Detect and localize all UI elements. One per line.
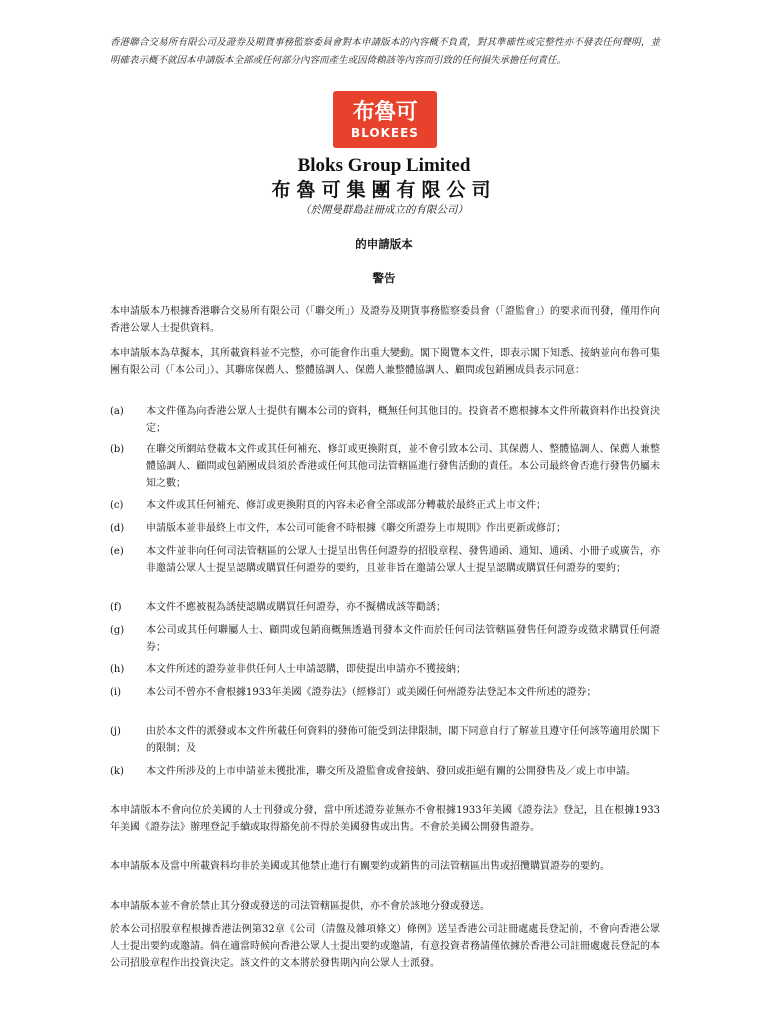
list-item-label: (i)	[110, 687, 122, 698]
company-name-zh: 布魯可集團有限公司	[271, 179, 497, 201]
intro-paragraph: 本申請版本乃根據香港聯合交易所有限公司（「聯交所」）及證券及期貨事務監察委員會（「證監會」）的要求而刊發，僅用作向香港公眾人士提供資料。	[110, 306, 660, 334]
list-item-text: 本文件所涉及的上市申請並未獲批准，聯交所及證監會或會接納、發回或拒絕有關的公開發售及／或上市申請。	[146, 766, 636, 777]
application-version-heading: 的申請版本	[355, 237, 413, 251]
list-item-label: (c)	[110, 500, 124, 511]
distribution-paragraph: 本申請版本並不會於禁止其分發或發送的司法管轄區提供，亦不會於該地分發或發送。	[110, 901, 490, 912]
list-item-text: 本文件或其任何補充、修訂或更換附頁的內容未必會全部或部分轉載於最終正式上市文件；	[146, 500, 546, 511]
list-item-label: (e)	[110, 546, 124, 557]
list-item-text: 申請版本並非最終上市文件，本公司可能會不時根據《聯交所證券上市規則》作出更新或修訂；	[146, 523, 566, 534]
regulatory-disclaimer: 香港聯合交易所有限公司及證券及期貨事務監察委員會對本申請版本的內容概不負責，對其準確性或完整性亦不發表任何聲明，並明確表示概不就因本申請版本全部或任何部分內容而產生或因倚賴該等內容而引致的任何損失承擔任何責任。	[110, 37, 660, 66]
list-item-text: 本公司或其任何聯屬人士、顧問或包銷商概無透過刊發本文件而於任何司法管轄區發售任何證券或徵求購買任何證券；	[146, 625, 660, 653]
jurisdiction-paragraph: 本申請版本及當中所載資料均非於美國或其他禁止進行有關要約或銷售的司法管轄區出售或招攬購買證券的要約。	[110, 861, 610, 872]
incorporation-note: （於開曼群島註冊成立的有限公司）	[300, 204, 468, 216]
prospectus-paragraph: 於本公司招股章程根據香港法例第32章《公司（清盤及雜項條文）條例》送呈香港公司註冊處處長登記前，不會向香港公眾人士提出要約或邀請。倘在適當時候向香港公眾人士提出要約或邀請，有意投資者務請僅依據於香港公司註冊處處長登記的本公司招股章程作出投資決定。該文件的文本將於發售期內向公眾人士派發。	[110, 924, 660, 969]
list-item-text: 本文件所述的證券並非供任何人士申請認購，即使提出申請亦不獲接納；	[146, 664, 466, 675]
warning-heading: 警告	[372, 271, 396, 285]
list-item-label: (k)	[110, 766, 124, 777]
list-item-label: (f)	[110, 602, 122, 613]
list-item-text: 本文件不應被視為誘使認購或購買任何證券，亦不擬構成該等勸誘；	[146, 602, 446, 613]
list-item-label: (d)	[110, 523, 125, 534]
us-offer-paragraph: 本申請版本不會向位於美國的人士刊發或分發，當中所述證券並無亦不會根據1933年美國《證券法》登記，且在根據1933年美國《證券法》辦理登記手續或取得豁免前不得於美國發售或出售。不會於美國公開發售證券。	[110, 805, 660, 833]
list-item-text: 本公司不曾亦不會根據1933年美國《證券法》（經修訂）或美國任何州證券法登記本文件所述的證券；	[146, 687, 597, 698]
blokees-logo	[333, 91, 437, 148]
logo-latin-wordmark: BLOKEES	[351, 126, 419, 140]
list-item-text: 本文件僅為向香港公眾人士提供有關本公司的資料，概無任何其他目的。投資者不應根據本文件所載資料作出投資決定；	[146, 406, 660, 434]
draft-notice-paragraph: 本申請版本為草擬本，其所載資料並不完整，亦可能會作出重大變動。閣下閱覽本文件，即表示閣下知悉、接納並向布魯可集團有限公司（「本公司」）、其聯席保薦人、整體協調人、保薦人兼整體協調人、顧問或包銷團成員表示同意：	[110, 348, 660, 376]
list-item-label: (g)	[110, 625, 125, 636]
list-item-text: 本文件並非向任何司法管轄區的公眾人士提呈出售任何證券的招股章程、發售通函、通知、通函、小冊子或廣告，亦非邀請公眾人士提呈認購或購買任何證券的要約，且並非旨在邀請公眾人士提呈認購或購買任何證券的要約；	[146, 546, 660, 574]
list-item-label: (h)	[110, 664, 125, 675]
logo-cjk-wordmark: 布魯可	[352, 100, 418, 125]
list-item-label: (j)	[110, 726, 121, 737]
list-item-text: 在聯交所網站登載本文件或其任何補充、修訂或更換附頁，並不會引致本公司、其保薦人、整體協調人、保薦人兼整體協調人、顧問或包銷團成員須於香港或任何其他司法管轄區進行發售活動的責任。本公司最終會否進行發售仍屬未知之數；	[146, 444, 660, 489]
company-name-en: Bloks Group Limited	[297, 155, 471, 176]
list-item-text: 由於本文件的派發或本文件所載任何資料的發佈可能受到法律限制，閣下同意自行了解並且遵守任何該等適用於閣下的限制；及	[146, 726, 660, 754]
list-item-label: (b)	[110, 444, 125, 455]
list-item-label: (a)	[110, 406, 124, 417]
